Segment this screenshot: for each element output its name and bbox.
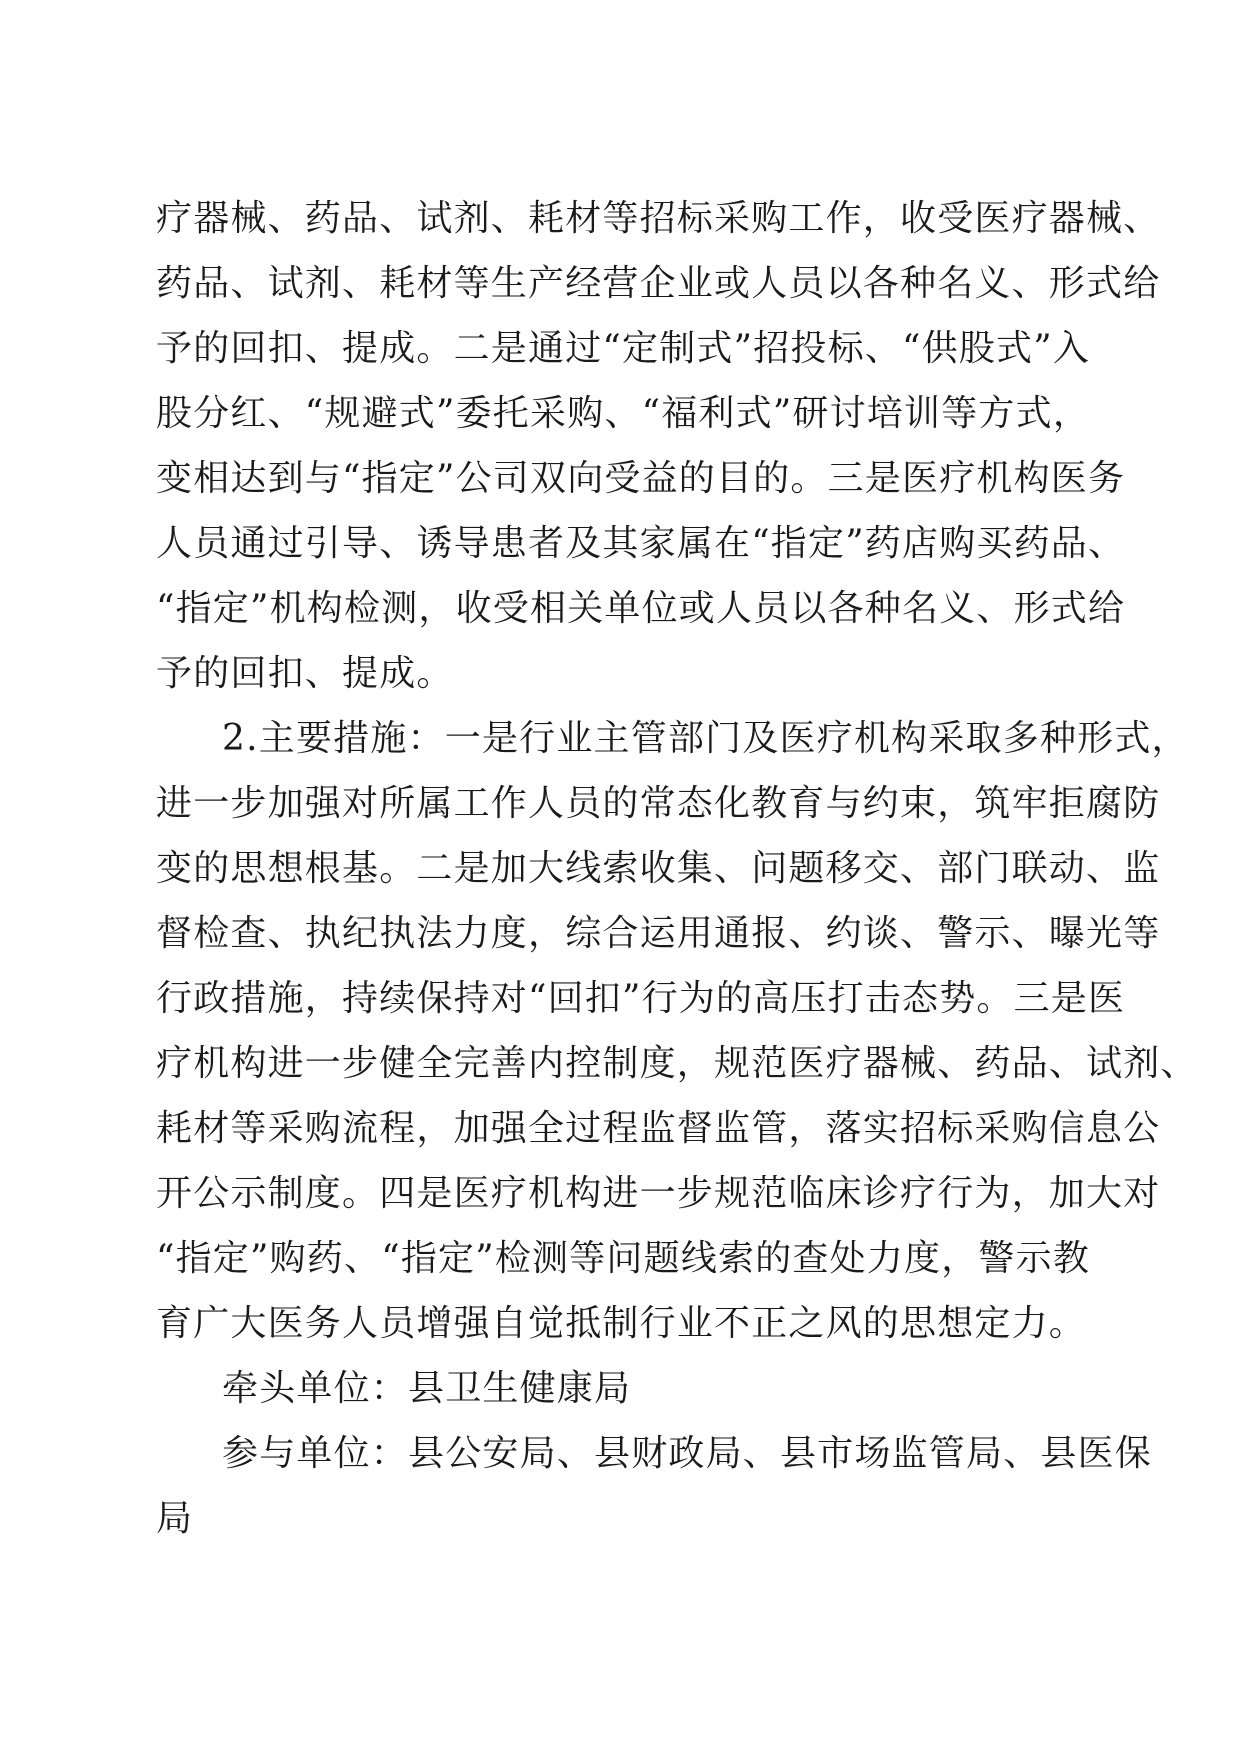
text-line: 予的回扣、提成。二是通过“定制式”招投标、“供股式”入 — [156, 328, 1091, 369]
text-line: 督检查、执纪执法力度，综合运用通报、约谈、警示、曝光等 — [156, 913, 1161, 954]
text-line: 局 — [156, 1498, 194, 1539]
text-line: 耗材等采购流程，加强全过程监督监管，落实招标采购信息公 — [156, 1108, 1161, 1149]
text-line: “指定”购药、“指定”检测等问题线索的查处力度，警示教 — [156, 1238, 1091, 1279]
text-line: 育广大医务人员增强自觉抵制行业不正之风的思想定力。 — [156, 1303, 1087, 1344]
text-line: 开公示制度。四是医疗机构进一步规范临床诊疗行为，加大对 — [156, 1173, 1161, 1214]
participating-units-line: 参与单位：县公安局、县财政局、县市场监管局、县医保 — [222, 1433, 1153, 1474]
text-line: 人员通过引导、诱导患者及其家属在“指定”药店购买药品、 — [156, 523, 1126, 564]
text-line: 进一步加强对所属工作人员的常态化教育与约束，筑牢拒腐防 — [156, 783, 1161, 824]
text-line: 药品、试剂、耗材等生产经营企业或人员以各种名义、形式给 — [156, 263, 1161, 304]
text-line: 疗器械、药品、试剂、耗材等招标采购工作，收受医疗器械、 — [156, 198, 1161, 239]
paragraph-heading-measures: 2.主要措施：一是行业主管部门及医疗机构采取多种形式， — [222, 718, 1189, 759]
text-line: 变相达到与“指定”公司双向受益的目的。三是医疗机构医务 — [156, 458, 1126, 499]
lead-unit-line: 牵头单位：县卫生健康局 — [222, 1368, 632, 1409]
text-line: “指定”机构检测，收受相关单位或人员以各种名义、形式给 — [156, 588, 1126, 629]
text-line: 疗机构进一步健全完善内控制度，规范医疗器械、药品、试剂、 — [156, 1043, 1198, 1084]
text-line: 变的思想根基。二是加大线索收集、问题移交、部门联动、监 — [156, 848, 1161, 889]
text-line: 予的回扣、提成。 — [156, 653, 454, 694]
text-line: 股分红、“规避式”委托采购、“福利式”研讨培训等方式， — [156, 393, 1091, 434]
text-line: 行政措施，持续保持对“回扣”行为的高压打击态势。三是医 — [156, 978, 1126, 1019]
